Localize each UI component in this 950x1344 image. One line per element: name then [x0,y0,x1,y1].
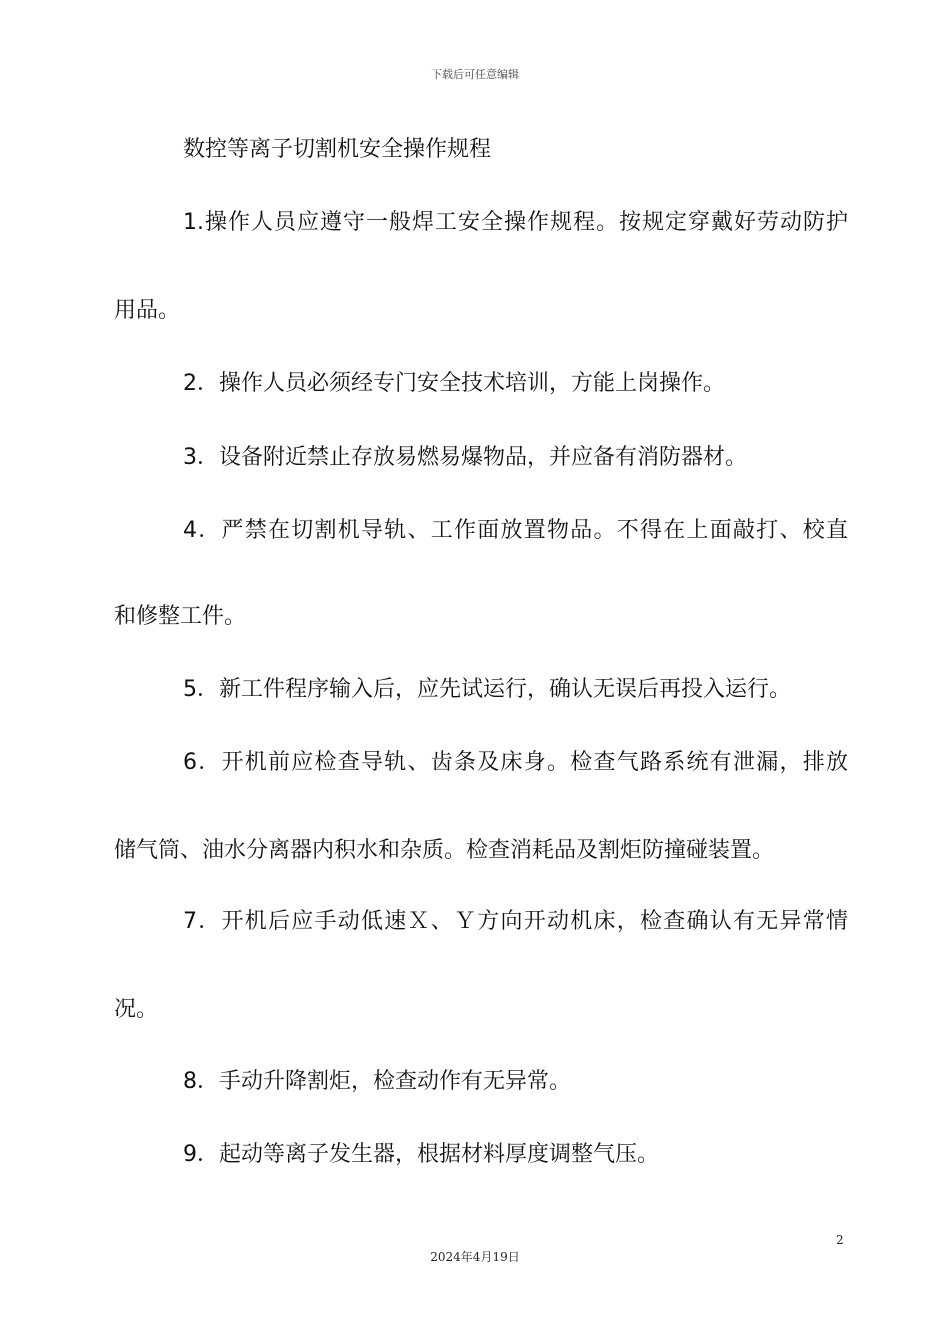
paragraph-line: 9．起动等离子发生器，根据材料厚度调整气压。 [183,1142,659,1167]
footer-date: 2024年4月19日 [430,1250,520,1264]
paragraph-line: 5．新工件程序输入后，应先试运行，确认无误后再投入运行。 [183,677,791,702]
paragraph-line: 8．手动升降割炬，检查动作有无异常。 [183,1069,571,1094]
paragraph-line: 1.操作人员应遵守一般焊工安全操作规程。按规定穿戴好劳动防护 [183,210,848,235]
paragraph-line: 4．严禁在切割机导轨、工作面放置物品。不得在上面敲打、校直 [183,518,848,543]
page-number: 2 [836,1233,844,1247]
paragraph-line: 2．操作人员必须经专门安全技术培训，方能上岗操作。 [183,371,725,396]
paragraph-line: 6．开机前应检查导轨、齿条及床身。检查气路系统有泄漏，排放 [183,750,848,775]
paragraph-line: 3．设备附近禁止存放易燃易爆物品，并应备有消防器材。 [183,445,747,470]
paragraph-line: 用品。 [114,298,181,323]
paragraph-line: 和修整工件。 [114,604,247,629]
paragraph-line: 7．开机后应手动低速Ｘ、Ｙ方向开动机床，检查确认有无异常情 [183,909,848,934]
paragraph-line: 储气筒、油水分离器内积水和杂质。检查消耗品及割炬防撞碰装置。 [114,838,775,863]
paragraph-line: 况。 [114,997,159,1022]
header-note: 下载后可任意编辑 [431,68,519,81]
document-title: 数控等离子切割机安全操作规程 [183,137,492,162]
